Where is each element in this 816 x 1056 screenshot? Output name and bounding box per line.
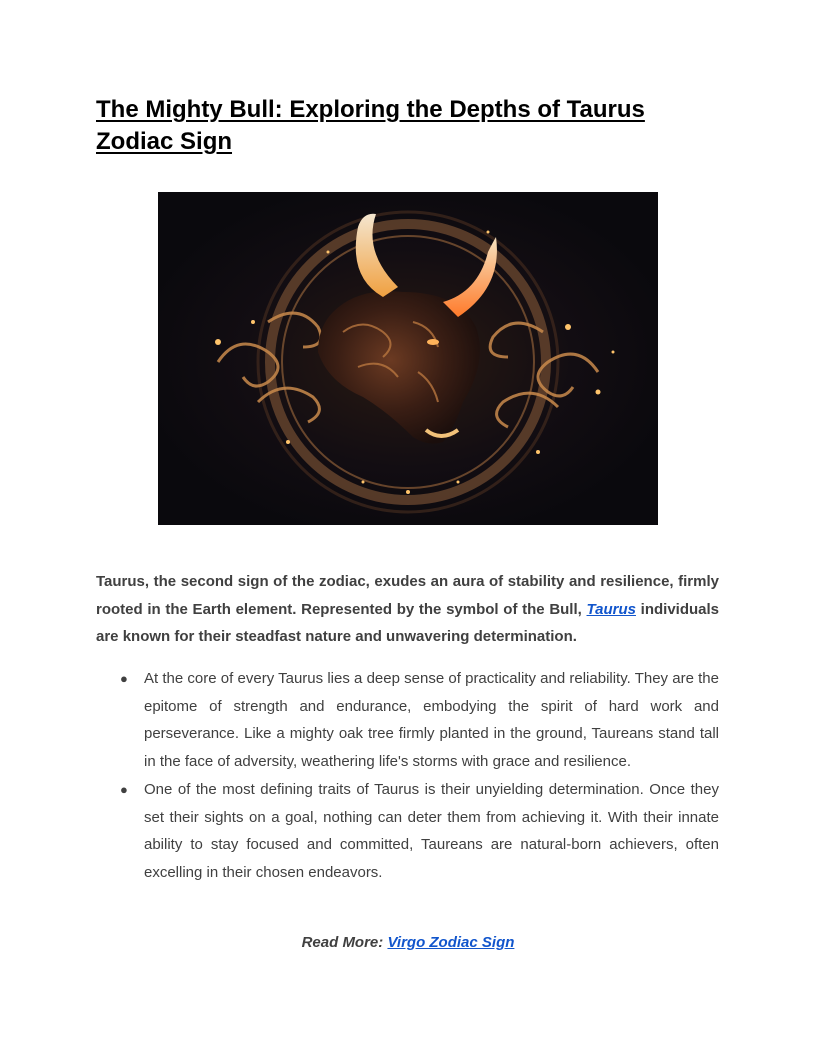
bullet-text: One of the most defining traits of Taurus is their unyielding determination. Once they set their sights on a goal, nothing can deter them from achieving it. With their innate ability to stay focused and committed, Taureans are natural-born achievers, often excelling in their chosen endeavors. — [144, 780, 719, 881]
bullet-text: At the core of every Taurus lies a deep sense of practicality and reliability. They are the epitome of strength and endurance, embodying the spirit of hard work and perseverance. Like a mighty oak tree firmly planted in the ground, Taureans stand tall in the face of adversity, weathering life's storms with grace and resilience. — [144, 670, 719, 771]
intro-paragraph — [96, 568, 719, 651]
bullet-icon: ● — [120, 671, 128, 686]
taurus-link[interactable]: Taurus — [586, 600, 636, 618]
taurus-bull-illustration-icon — [158, 192, 658, 525]
read-more-label: Read More: — [301, 934, 388, 951]
page-title: The Mighty Bull: Exploring the Depths of Taurus Zodiac Sign — [96, 96, 645, 155]
list-item — [96, 776, 719, 887]
hero-image — [158, 192, 658, 525]
read-more — [0, 929, 816, 956]
intro-text-before: Taurus, the second sign of the zodiac, exudes an aura of stability and resilience, firmly rooted in the Earth element. Represented by the symbol of the Bull, — [96, 573, 719, 618]
list-item — [96, 665, 719, 776]
virgo-link[interactable]: Virgo Zodiac Sign — [387, 934, 515, 951]
bullet-list — [96, 665, 719, 887]
bullet-icon: ● — [120, 781, 128, 797]
intro-text-after: individuals are known for their steadfast nature and unwavering determination. — [96, 600, 720, 646]
